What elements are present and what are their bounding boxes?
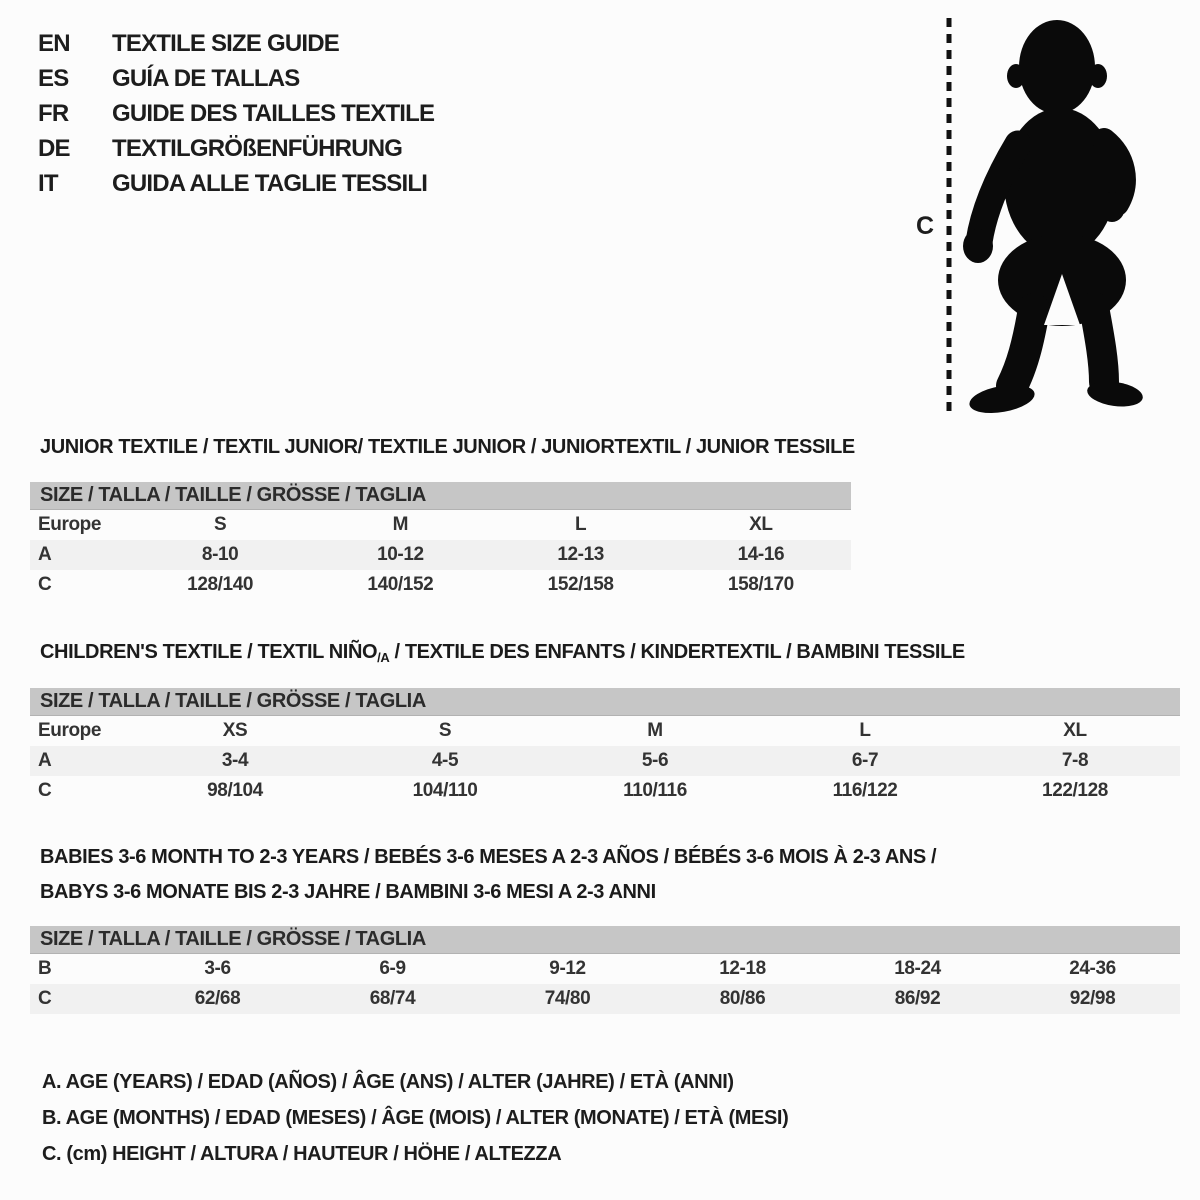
- row-label: A: [38, 750, 52, 771]
- table-cell: 9-12: [549, 958, 586, 979]
- table-cell: 6-9: [379, 958, 406, 979]
- row-label: C: [38, 780, 52, 801]
- table-header-row: [30, 716, 1180, 746]
- children-title-subscript: /A: [377, 650, 390, 665]
- language-code: EN: [38, 29, 70, 57]
- language-title: TEXTILE SIZE GUIDE: [112, 29, 339, 57]
- column-header: M: [647, 720, 663, 741]
- table-cell: 18-24: [894, 958, 941, 979]
- size-header-band: SIZE / TALLA / TAILLE / GRÖSSE / TAGLIA: [30, 482, 851, 510]
- table-cell: 8-10: [201, 544, 239, 565]
- column-header: XL: [1063, 720, 1087, 741]
- table-cell: 104/110: [412, 780, 478, 801]
- legend-line-b: B. AGE (MONTHS) / EDAD (MESES) / ÂGE (MOIS) / ALTER (MONATE) / ETÀ (MESI): [42, 1106, 789, 1129]
- table-cell: 5-6: [641, 750, 669, 771]
- table-cell: 7-8: [1061, 750, 1089, 771]
- table-cell: 12-13: [557, 544, 604, 565]
- row-label: A: [38, 544, 52, 565]
- table-cell: 68/74: [369, 988, 416, 1009]
- table-cell: 122/128: [1042, 780, 1108, 801]
- list-item: [38, 96, 434, 131]
- legend-line-c: C. (cm) HEIGHT / ALTURA / HAUTEUR / HÖHE / ALTEZZA: [42, 1142, 562, 1165]
- babies-size-table: [30, 926, 1180, 1014]
- table-cell: 110/116: [623, 780, 687, 801]
- table-cell: 12-18: [719, 958, 766, 979]
- height-measure-label: C: [916, 212, 935, 240]
- language-code: IT: [38, 169, 58, 197]
- table-cell: 140/152: [367, 574, 434, 595]
- language-title: GUÍA DE TALLAS: [112, 64, 300, 92]
- column-header: M: [392, 514, 409, 535]
- column-header: L: [575, 514, 587, 535]
- table-cell: 128/140: [187, 574, 254, 595]
- list-item: [38, 166, 434, 201]
- column-header: S: [213, 514, 227, 535]
- table-cell: 86/92: [894, 988, 941, 1009]
- column-header: Europe: [38, 720, 102, 741]
- table-cell: 10-12: [377, 544, 424, 565]
- table-cell: 6-7: [851, 750, 879, 771]
- babies-section-title-line2: BABYS 3-6 MONATE BIS 2-3 JAHRE / BAMBINI 3-6 MESI A 2-3 ANNI: [40, 881, 656, 903]
- language-code: FR: [38, 99, 69, 127]
- language-title-list: [38, 26, 434, 201]
- children-section-title: [40, 641, 965, 664]
- table-row: [30, 954, 1180, 984]
- table-cell: 24-36: [1069, 958, 1116, 979]
- toddler-silhouette-icon: [952, 14, 1152, 419]
- language-title: GUIDA ALLE TAGLIE TESSILI: [112, 169, 428, 197]
- language-title: GUIDE DES TAILLES TEXTILE: [112, 99, 435, 127]
- column-header: Europe: [38, 514, 102, 535]
- column-header: XS: [222, 720, 248, 741]
- row-label: C: [38, 988, 52, 1009]
- legend-line-a: A. AGE (YEARS) / EDAD (AÑOS) / ÂGE (ANS) / ALTER (JAHRE) / ETÀ (ANNI): [42, 1070, 734, 1093]
- table-cell: 62/68: [194, 988, 241, 1009]
- list-item: [38, 131, 434, 166]
- table-row: [30, 984, 1180, 1014]
- table-header-row: [30, 510, 851, 540]
- table-cell: 158/170: [727, 574, 794, 595]
- table-cell: 3-4: [221, 750, 249, 771]
- table-cell: 74/80: [544, 988, 591, 1009]
- column-header: S: [438, 720, 452, 741]
- table-row: [30, 776, 1180, 806]
- language-title: TEXTILGRÖßENFÜHRUNG: [112, 134, 403, 162]
- junior-size-table: [30, 482, 851, 600]
- children-size-table: [30, 688, 1180, 806]
- table-cell: 14-16: [737, 544, 785, 565]
- table-cell: 98/104: [207, 780, 263, 801]
- column-header: XL: [749, 514, 773, 535]
- children-title-text: / TEXTILE DES ENFANTS / KINDERTEXTIL / BAMBINI TESSILE: [389, 641, 965, 663]
- table-cell: 4-5: [431, 750, 459, 771]
- list-item: [38, 26, 434, 61]
- language-code: DE: [38, 134, 70, 162]
- measurement-legend: [42, 1064, 788, 1172]
- babies-section-title-line1: BABIES 3-6 MONTH TO 2-3 YEARS / BEBÉS 3-6 MESES A 2-3 AÑOS / BÉBÉS 3-6 MOIS À 2-3 ANS /: [40, 846, 937, 868]
- table-cell: 3-6: [204, 958, 231, 979]
- language-code: ES: [38, 64, 69, 92]
- children-title-text: CHILDREN'S TEXTILE / TEXTIL NIÑO: [40, 641, 378, 663]
- row-label: C: [38, 574, 52, 595]
- table-row: [30, 540, 851, 570]
- table-cell: 80/86: [719, 988, 766, 1009]
- size-header-band: SIZE / TALLA / TAILLE / GRÖSSE / TAGLIA: [30, 688, 1180, 716]
- row-label: B: [38, 958, 52, 979]
- table-cell: 152/158: [547, 574, 614, 595]
- table-cell: 116/122: [832, 780, 898, 801]
- table-row: [30, 570, 851, 600]
- table-cell: 92/98: [1069, 988, 1116, 1009]
- list-item: [38, 61, 434, 96]
- junior-section-title: JUNIOR TEXTILE / TEXTIL JUNIOR/ TEXTILE JUNIOR / JUNIORTEXTIL / JUNIOR TESSILE: [40, 436, 855, 458]
- size-header-band: SIZE / TALLA / TAILLE / GRÖSSE / TAGLIA: [30, 926, 1180, 954]
- table-row: [30, 746, 1180, 776]
- column-header: L: [859, 720, 871, 741]
